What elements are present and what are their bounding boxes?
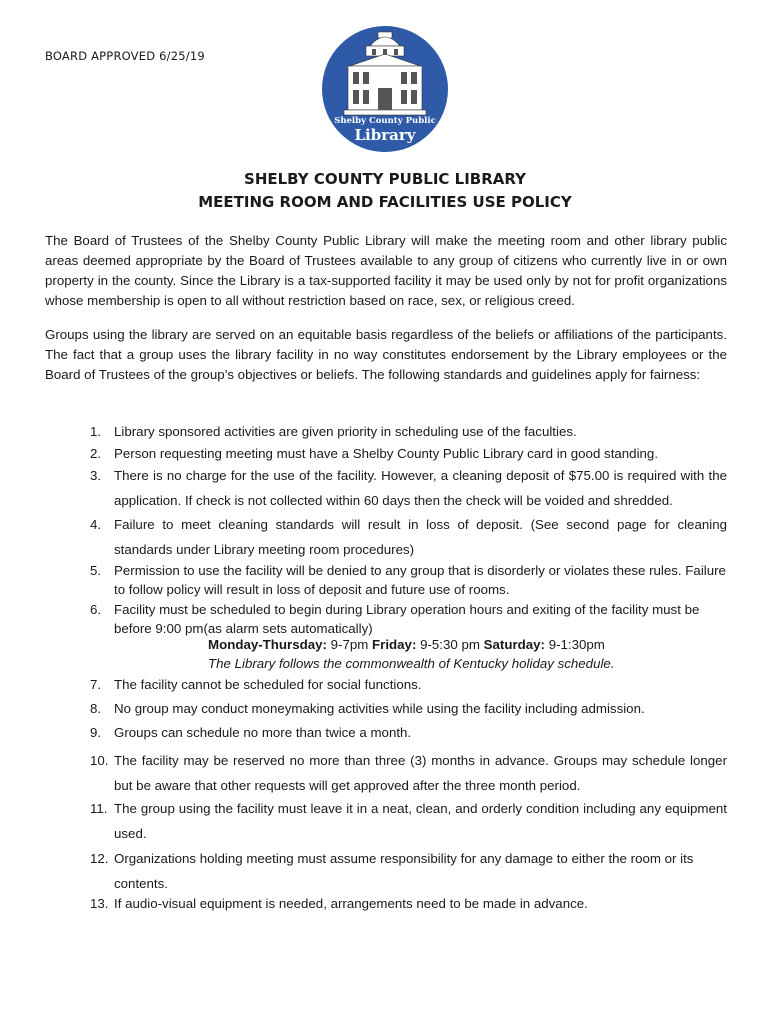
list-item: 4. Failure to meet cleaning standards will result in loss of deposit. (See second page for cleaning standards under Library meeting room procedures) [90, 517, 727, 557]
list-item: 12. Organizations holding meeting must assume responsibility for any damage to either the room or its contents. [90, 851, 694, 891]
list-item: 3. There is no charge for the use of the facility. However, a cleaning deposit of $75.00 is required with the application. If check is not collected within 60 days then the check will be voided and shredded. [90, 468, 727, 508]
library-logo [320, 24, 450, 154]
list-item: 8. No group may conduct moneymaking activities while using the facility including admission. [90, 701, 645, 716]
groups-paragraph: Groups using the library are served on an equitable basis regardless of the beliefs or affiliations of the participants. The fact that a group uses the library facility in no way constitutes endorsement by the Library employees or the Board of Trustees of the group’s objectives or beliefs. The following standards and guidelines apply for fairness: [45, 327, 727, 382]
logo-text-line2: Library [354, 126, 416, 144]
list-item: 5. Permission to use the facility will be denied to any group that is disorderly or violates these rules. Failure to follow policy will result in loss of deposit and future use of rooms. [90, 563, 726, 597]
list-item: 11. The group using the facility must leave it in a neat, clean, and orderly condition including any equipment used. [90, 801, 727, 841]
list-item: 1. Library sponsored activities are given priority in scheduling use of the faculties. [90, 424, 577, 439]
list-item: 13. If audio-visual equipment is needed, arrangements need to be made in advance. [90, 896, 588, 911]
list-item: 2. Person requesting meeting must have a Shelby County Public Library card in good standing. [90, 446, 659, 461]
logo-text-line1: Shelby County Public [334, 116, 436, 126]
mon-thu-hours: 9-7pm [326, 637, 373, 652]
list-item: 7. The facility cannot be scheduled for social functions. [90, 677, 422, 692]
mon-thu-label: Monday-Thursday: [208, 637, 327, 652]
board-approved-date: BOARD APPROVED 6/25/19 [45, 49, 205, 63]
friday-label: Friday: [372, 637, 417, 652]
holiday-note: The Library follows the commonwealth of Kentucky holiday schedule. [208, 656, 615, 671]
list-item: 10. The facility may be reserved no more than three (3) months in advance. Groups may schedule longer but be aware that other requests will get approved after the three month period. [90, 753, 727, 793]
page-title-line2: MEETING ROOM AND FACILITIES USE POLICY [198, 193, 572, 211]
list-item: 6. Facility must be scheduled to begin during Library operation hours and exiting of the facility must be before 9:00 pm(as alarm sets automatically) [90, 602, 700, 636]
page-title-line1: SHELBY COUNTY PUBLIC LIBRARY [244, 170, 526, 188]
saturday-hours: 9-1:30pm [545, 637, 605, 652]
friday-hours: 9-5:30 pm [416, 637, 484, 652]
intro-paragraph: The Board of Trustees of the Shelby County Public Library will make the meeting room and other library public areas deemed appropriate by the Board of Trustees available to any group of citizens who currently live in or own property in the county. Since the Library is a tax-supported facility it may be used only by not for profit organizations whose membership is open to all without restriction based on race, sex, or religious creed. [45, 233, 727, 308]
hours-schedule [208, 637, 605, 652]
list-item: 9. Groups can schedule no more than twice a month. [90, 725, 412, 740]
saturday-label: Saturday: [483, 637, 545, 652]
